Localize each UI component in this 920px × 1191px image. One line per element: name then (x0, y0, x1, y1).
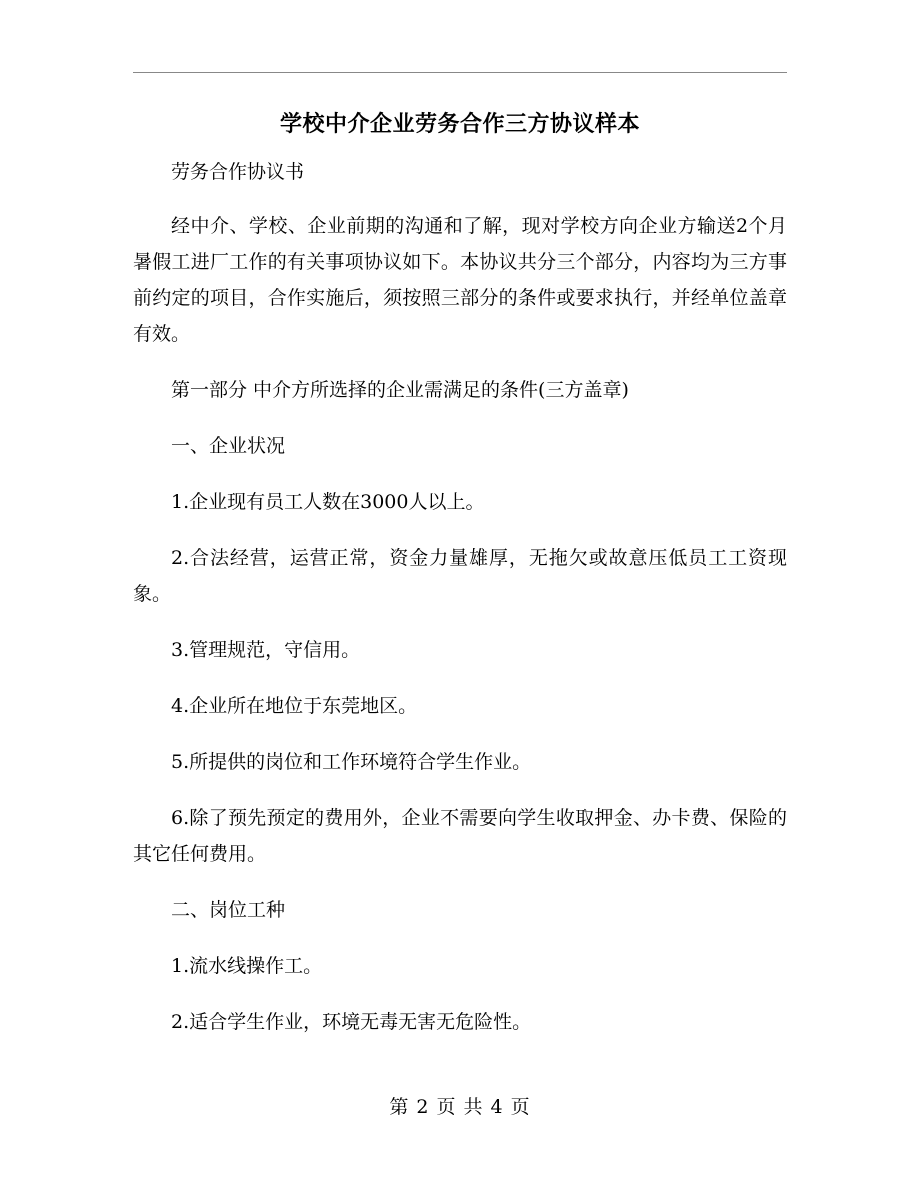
paragraph-item: 1.流水线操作工。 (171, 955, 323, 977)
document-body (133, 154, 787, 1060)
document-title: 学校中介企业劳务合作三方协议样本 (279, 111, 640, 137)
paragraph-item: 3.管理规范，守信用。 (171, 639, 361, 661)
paragraph-section-job-types: 二、岗位工种 (171, 899, 286, 921)
paragraph-part-one-heading: 第一部分 中介方所选择的企业需满足的条件(三方盖章) (171, 379, 629, 401)
paragraph-item: 5.所提供的岗位和工作环境符合学生作业。 (171, 751, 532, 773)
paragraph-item: 4.企业所在地位于东莞地区。 (171, 695, 418, 717)
paragraph-item: 6.除了预先预定的费用外，企业不需要向学生收取押金、办卡费、保险的其它任何费用。 (133, 807, 787, 865)
paragraph-subtitle: 劳务合作协议书 (171, 161, 305, 183)
header-rule (133, 72, 787, 73)
paragraph-section-company-status: 一、企业状况 (171, 435, 286, 457)
paragraph-item: 1.企业现有员工人数在3000人以上。 (171, 491, 485, 513)
paragraph-item: 2.合法经营，运营正常，资金力量雄厚，无拖欠或故意压低员工工资现象。 (133, 547, 787, 605)
page-footer: 第 2 页 共 4 页 (389, 1096, 531, 1118)
paragraph-intro: 经中介、学校、企业前期的沟通和了解，现对学校方向企业方输送2个月暑假工进厂工作的有关事项协议如下。本协议共分三个部分，内容均为三方事前约定的项目，合作实施后，须按照三部分的条件或要求执行，并经单位盖章有效。 (133, 215, 787, 345)
paragraph-item: 2.适合学生作业，环境无毒无害无危险性。 (171, 1011, 532, 1033)
